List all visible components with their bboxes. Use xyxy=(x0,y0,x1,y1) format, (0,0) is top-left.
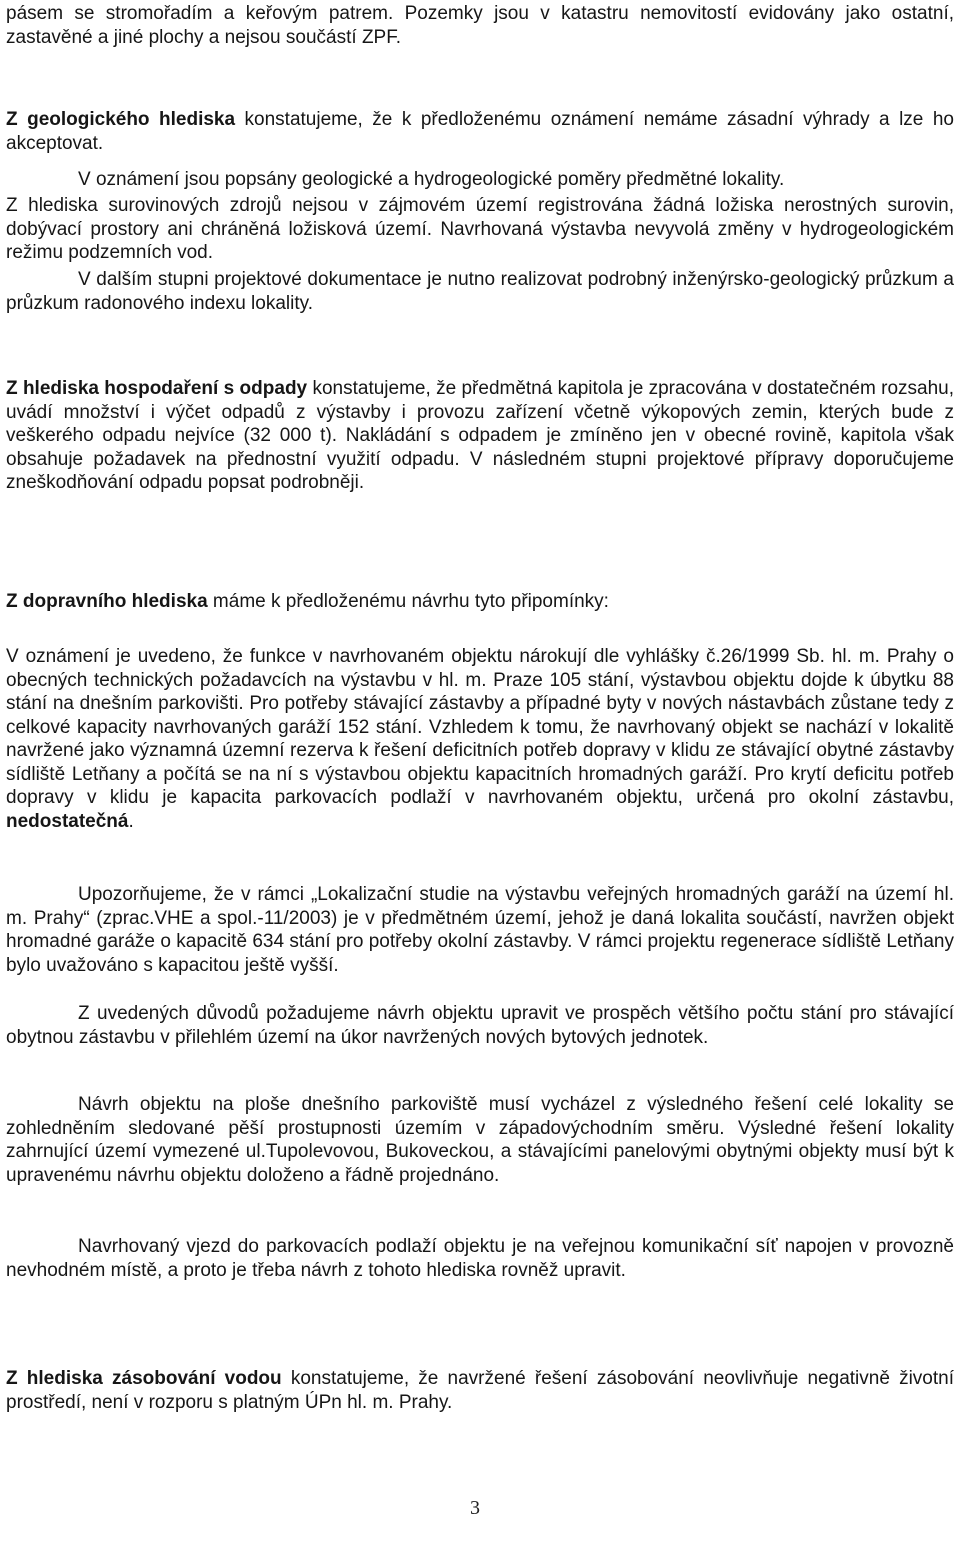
transport-paragraph-3 xyxy=(6,1002,954,1049)
mineral-resources-text: Z hlediska surovinových zdrojů nejsou v zájmovém území registrována žádná ložiska nerostných surovin, dobývací prostory ani chráněná ložisková území. Navrhovaná výstavba nevyvolá změny v hydrogeologickém režimu podzemních vod. xyxy=(6,195,954,263)
page-number: 3 xyxy=(470,1497,480,1519)
transport-text-2: Upozorňujeme, že v rámci „Lokalizační studie na výstavbu veřejných hromadných garáží na území hl. m. Prahy“ (zprac.VHE a spol.-11/2003) je v předmětném území, jehož je daná lokalita součástí, navržen objekt hromadné garáže o kapacitě 634 stání pro potřeby okolní zástavby. V rámci projektu regenerace sídliště Letňany bylo uvažováno s kapacitou ještě vyšší. xyxy=(6,884,954,976)
transport-text-1: V oznámení je uvedeno, že funkce v navrhovaném objektu nárokují dle vyhlášky č.26/1999 Sb. hl. m. Prahy o obecných technických požadavcích na výstavbu v hl. m. Praze 105 stání, výstavbou objektu dojde k úbytku 88 stání na dnešním parkovišti. Pro potřeby stávající zástavby a případné byty v nových nástavbách zůstane tedy z celkové kapacity navrhovaných garáží 152 stání. Vzhledem k tomu, že navrhovaný objekt se nachází v lokalitě navržené jako významná územní rezerva k řešení deficitních potřeb dopravy v klidu ze stávající obytné zástavby sídliště Letňany a počítá se na ní s výstavbou objektu kapacitních hromadných garáží. Pro krytí deficitu potřeb dopravy v klidu je kapacita parkovacích podlaží v navrhovaném objektu, určená pro okolní zástavbu, xyxy=(6,646,954,808)
geology-description-paragraph xyxy=(6,168,954,192)
waste-text: konstatujeme, že předmětná kapitola je zpracována v dostatečném rozsahu, uvádí množství i výčet odpadů z výstavby i provozu zařízení včetně výkopových zemin, kterých bude z veškerého odpadu nejvíce (32 000 t). Nakládání s odpadem je zmíněno jen v obecné rovině, kapitola však obsahuje požadavek na přednostní využití odpadu. V následném stupni projektové přípravy doporučujeme zneškodňování odpadu popsat podrobněji. xyxy=(6,378,954,493)
water-paragraph xyxy=(6,1367,954,1414)
geology-heading: Z geologického hlediska xyxy=(6,109,236,130)
transport-heading: Z dopravního hlediska xyxy=(6,591,208,612)
transport-paragraph-5 xyxy=(6,1235,954,1282)
geology-paragraph xyxy=(6,108,954,155)
intro-text: pásem se stromořadím a keřovým patrem. Pozemky jsou v katastru nemovitostí evidovány jako ostatní, zastavěné a jiné plochy a nejsou součástí ZPF. xyxy=(6,3,954,48)
survey-text: V dalším stupni projektové dokumentace je nutno realizovat podrobný inženýrsko-geologický průzkum a průzkum radonového indexu lokality. xyxy=(6,269,954,314)
waste-heading: Z hlediska hospodaření s odpady xyxy=(6,378,308,399)
transport-text-1-end: . xyxy=(128,810,134,832)
geology-description-text: V oznámení jsou popsány geologické a hydrogeologické poměry předmětné lokality. xyxy=(78,169,785,190)
survey-paragraph xyxy=(6,268,954,315)
transport-text-4: Návrh objektu na ploše dnešního parkoviště musí vycházel z výsledného řešení celé lokality se zohledněním sledované pěší prostupnosti územím v západovýchodním směru. Výsledné řešení lokality zahrnující území vymezené ul.Tupolevovou, Bukoveckou, a stávajícími panelovými obytnými objekty musí být k upravenému návrhu objektu doloženo a řádně projednáno. xyxy=(6,1094,954,1186)
transport-intro-text: máme k předloženému návrhu tyto připomínky: xyxy=(207,591,609,612)
document-page xyxy=(6,0,954,1550)
transport-text-3: Z uvedených důvodů požadujeme návrh objektu upravit ve prospěch většího počtu stání pro stávající obytnou zástavbu v přilehlém území na úkor navržených nových bytových jednotek. xyxy=(6,1003,954,1048)
water-text: konstatujeme, že navržené řešení zásobování neovlivňuje negativně životní prostředí, není v rozporu s platným ÚPn hl. m. Prahy. xyxy=(6,1368,954,1413)
transport-paragraph-1 xyxy=(6,645,954,833)
geology-text: konstatujeme, že k předloženému oznámení nemáme zásadní výhrady a lze ho akceptovat. xyxy=(6,109,954,154)
transport-paragraph-2 xyxy=(6,883,954,977)
transport-intro-paragraph xyxy=(6,590,954,614)
transport-text-5: Navrhovaný vjezd do parkovacích podlaží objektu je na veřejnou komunikační síť napojen v provozně nevhodném místě, a proto je třeba návrh z tohoto hlediska rovněž upravit. xyxy=(6,1236,954,1281)
water-heading: Z hlediska zásobování vodou xyxy=(6,1368,282,1389)
intro-paragraph xyxy=(6,2,954,49)
transport-paragraph-4 xyxy=(6,1093,954,1187)
transport-emphasis: nedostatečná xyxy=(6,810,129,832)
waste-paragraph xyxy=(6,377,954,495)
mineral-resources-paragraph xyxy=(6,194,954,265)
